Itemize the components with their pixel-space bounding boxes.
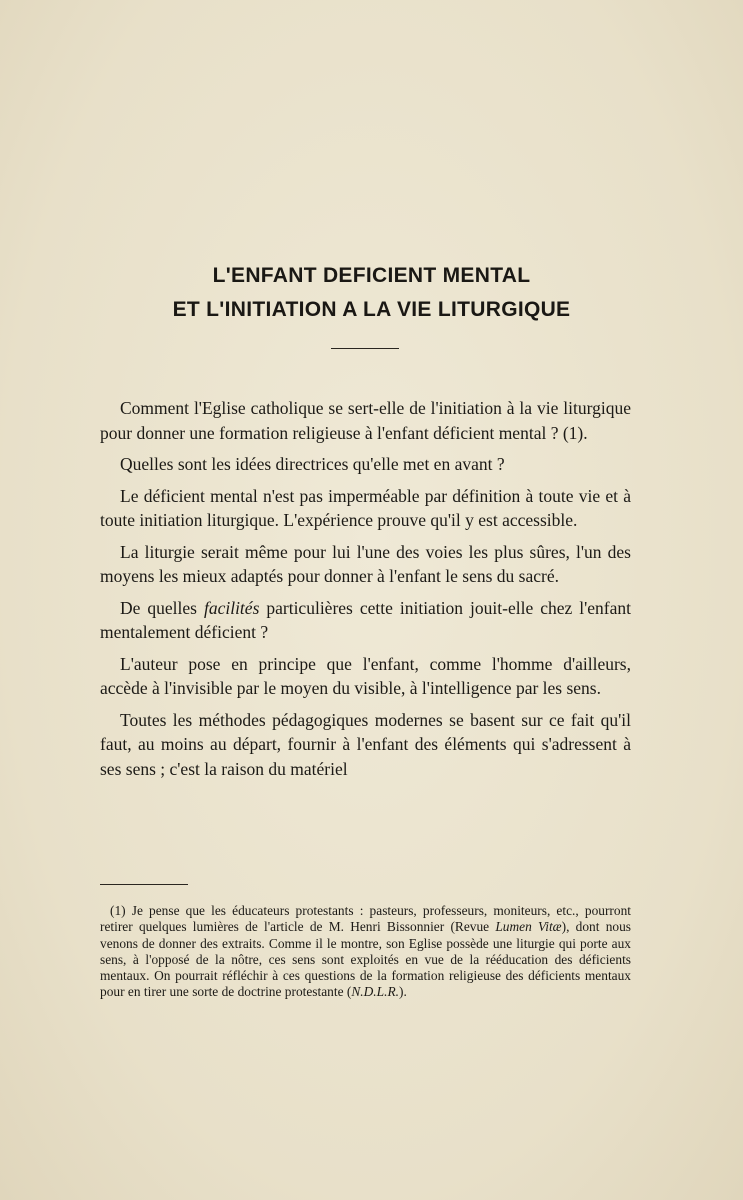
paragraph <box>100 708 631 782</box>
footnote-text: ), dont nous venons de donner des extraits. Comme il le montre, son Eglise possède une liturgie qui porte aux sens, à l'opposé de la nôtre, ces sens sont exploités en vue de la rééducation des déficients mentaux. On pourrait réfléchir à ces questions de la formation religieuse des déficients mentaux pour en tirer une sorte de doctrine protestante ( <box>100 919 631 1000</box>
footnote <box>100 903 631 1001</box>
paragraph-text: Quelles sont les idées directrices qu'elle met en avant ? <box>120 454 505 474</box>
paragraph-text: De quelles <box>120 597 204 618</box>
editor-note-abbreviation: N.D.L.R. <box>351 984 399 1000</box>
paragraph <box>100 596 631 645</box>
article-title-line-2: ET L'INITIATION A LA VIE LITURGIQUE <box>172 298 571 321</box>
footnote-separator-rule <box>100 884 188 885</box>
title-separator-rule <box>331 348 399 349</box>
paragraph-text: Comment l'Eglise catholique se sert-elle de l'initiation à la vie liturgique pour donner une formation religieuse à l'enfant déficient mental ? (1). <box>100 398 631 443</box>
paragraph <box>100 652 631 701</box>
italic-emphasis: facilités <box>203 597 260 618</box>
paragraph-text: Toutes les méthodes pédagogiques modernes se basent sur ce fait qu'il faut, au moins au départ, fournir à l'enfant des éléments qui s'adressent à ses sens ; c'est la raison du matériel <box>100 709 631 779</box>
paragraph <box>100 396 631 445</box>
paragraph-text: particulières cette initiation jouit-elle chez l'enfant mentalement déficient ? <box>100 597 631 642</box>
paragraph-text: Le déficient mental n'est pas imperméable par définition à toute vie et à toute initiation liturgique. L'expérience prouve qu'il y est accessible. <box>100 485 631 530</box>
article-body <box>100 396 631 788</box>
paragraph <box>100 452 631 477</box>
journal-title: Lumen Vitæ <box>495 919 562 935</box>
footnote-text: ). <box>398 984 407 1000</box>
article-title-line-1: L'ENFANT DEFICIENT MENTAL <box>212 264 531 287</box>
paragraph-text: La liturgie serait même pour lui l'une des voies les plus sûres, l'un des moyens les mieux adaptés pour donner à l'enfant le sens du sacré. <box>100 541 631 586</box>
footnote-text: (1) Je pense que les éducateurs protestants : pasteurs, professeurs, moniteurs, etc., pourront retirer quelques lumières de l'article de M. Henri Bissonnier (Revue <box>100 903 631 935</box>
paragraph <box>100 540 631 589</box>
paragraph <box>100 484 631 533</box>
paragraph-text: L'auteur pose en principe que l'enfant, comme l'homme d'ailleurs, accède à l'invisible par le moyen du visible, à l'intelligence par les sens. <box>100 653 631 698</box>
